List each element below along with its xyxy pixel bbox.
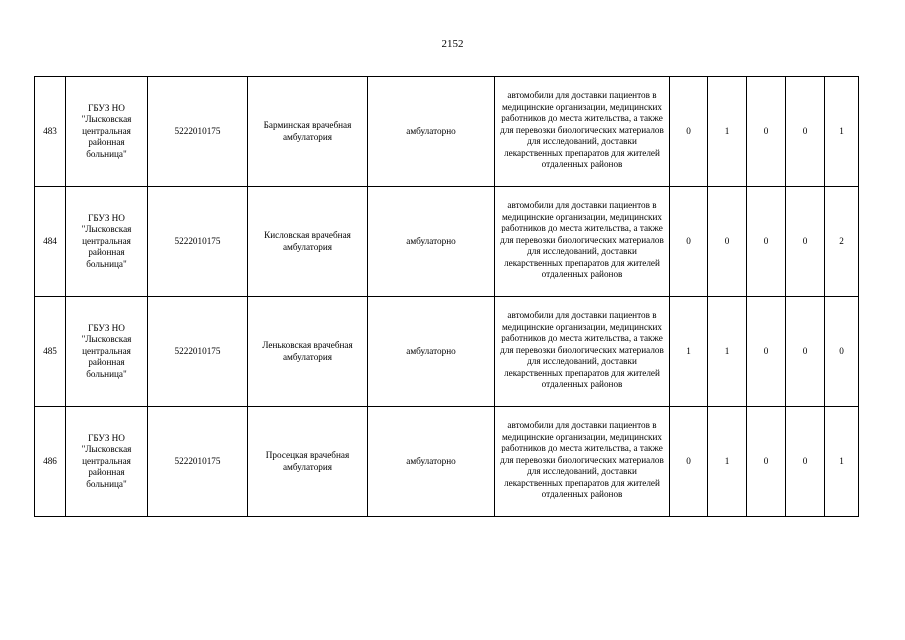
row-number-cell: 483 [35, 77, 66, 187]
purpose-text: автомобили для доставки пациентов в медицинские организации, медицинских работников до места жительства, а также для перевозки биологических материалов для исследований, доставки лекарственных препаратов для жителей отдаленных районов [500, 199, 664, 280]
organization-cell: ГБУЗ НО "Лысковская центральная районная больница" [66, 297, 148, 407]
count-cell-5: 1 [825, 77, 859, 187]
count-cell-4: 0 [786, 77, 825, 187]
organization-cell: ГБУЗ НО "Лысковская центральная районная больница" [66, 407, 148, 517]
purpose-text: автомобили для доставки пациентов в медицинские организации, медицинских работников до места жительства, а также для перевозки биологических материалов для исследований, доставки лекарственных препаратов для жителей отдаленных районов [500, 419, 664, 500]
count-cell-4: 0 [786, 187, 825, 297]
care-type-cell: амбулаторно [368, 297, 495, 407]
unit-cell: Леньковская врачебная амбулатория [248, 297, 368, 407]
count-cell-2: 1 [708, 407, 747, 517]
purpose-cell [495, 407, 670, 517]
inn-cell: 5222010175 [148, 187, 248, 297]
row-number-cell: 484 [35, 187, 66, 297]
count-cell-3: 0 [747, 77, 786, 187]
count-cell-1: 0 [670, 77, 708, 187]
count-cell-2: 1 [708, 297, 747, 407]
count-cell-5: 2 [825, 187, 859, 297]
row-number-cell: 486 [35, 407, 66, 517]
care-type-cell: амбулаторно [368, 77, 495, 187]
organization-cell: ГБУЗ НО "Лысковская центральная районная больница" [66, 187, 148, 297]
table-row [35, 297, 859, 407]
table-row [35, 187, 859, 297]
count-cell-2: 1 [708, 77, 747, 187]
inn-cell: 5222010175 [148, 407, 248, 517]
count-cell-1: 0 [670, 187, 708, 297]
count-cell-3: 0 [747, 187, 786, 297]
count-cell-3: 0 [747, 407, 786, 517]
purpose-cell [495, 187, 670, 297]
page-number: 2152 [441, 38, 464, 50]
purpose-cell [495, 297, 670, 407]
count-cell-4: 0 [786, 297, 825, 407]
purpose-text: автомобили для доставки пациентов в медицинские организации, медицинских работников до места жительства, а также для перевозки биологических материалов для исследований, доставки лекарственных препаратов для жителей отдаленных районов [500, 309, 664, 390]
registry-table [34, 76, 859, 517]
care-type-cell: амбулаторно [368, 407, 495, 517]
unit-cell: Кисловская врачебная амбулатория [248, 187, 368, 297]
count-cell-1: 0 [670, 407, 708, 517]
count-cell-3: 0 [747, 297, 786, 407]
count-cell-2: 0 [708, 187, 747, 297]
purpose-cell [495, 77, 670, 187]
count-cell-4: 0 [786, 407, 825, 517]
table-row [35, 407, 859, 517]
care-type-cell: амбулаторно [368, 187, 495, 297]
inn-cell: 5222010175 [148, 77, 248, 187]
row-number-cell: 485 [35, 297, 66, 407]
count-cell-5: 1 [825, 407, 859, 517]
unit-cell: Барминская врачебная амбулатория [248, 77, 368, 187]
organization-cell: ГБУЗ НО "Лысковская центральная районная больница" [66, 77, 148, 187]
count-cell-5: 0 [825, 297, 859, 407]
inn-cell: 5222010175 [148, 297, 248, 407]
unit-cell: Просецкая врачебная амбулатория [248, 407, 368, 517]
count-cell-1: 1 [670, 297, 708, 407]
table-row [35, 77, 859, 187]
purpose-text: автомобили для доставки пациентов в медицинские организации, медицинских работников до места жительства, а также для перевозки биологических материалов для исследований, доставки лекарственных препаратов для жителей отдаленных районов [500, 89, 664, 170]
